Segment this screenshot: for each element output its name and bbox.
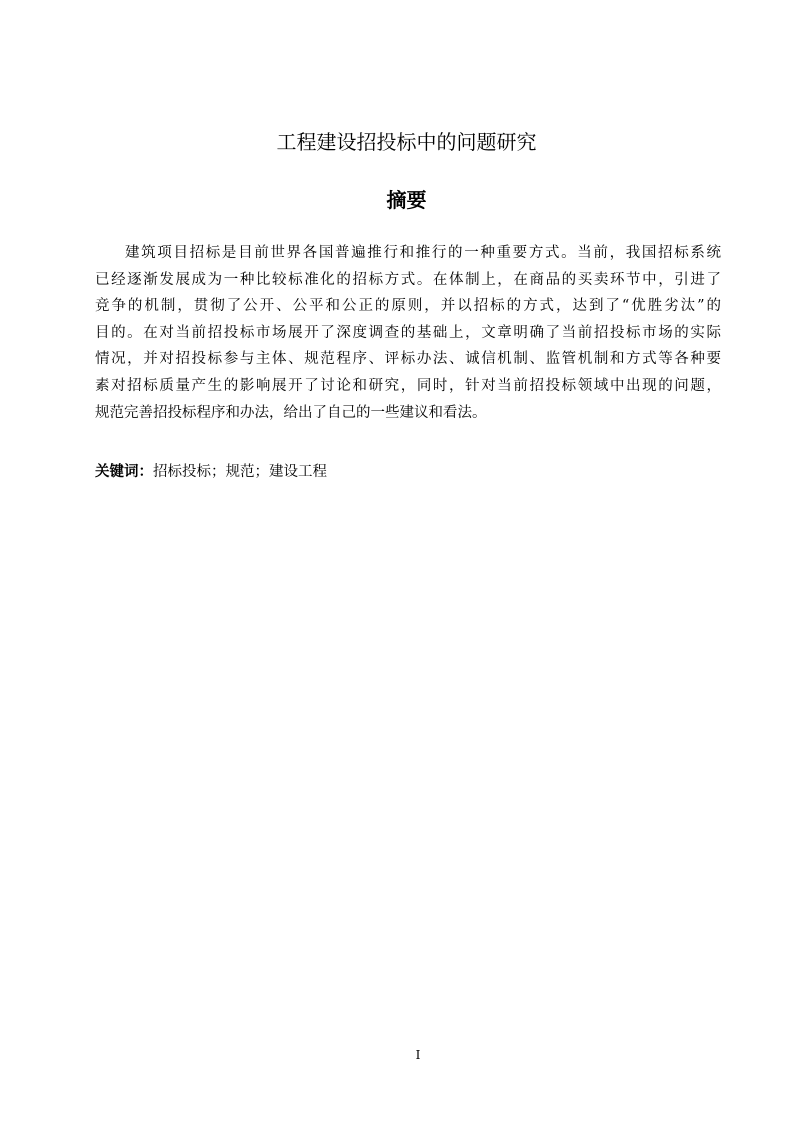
keywords-label: 关键词： [95,463,153,480]
document-title: 工程建设招投标中的问题研究 [276,130,537,154]
abstract-line: 规范完善招投标程序和办法，给出了自己的一些建议和看法。 [95,404,487,421]
abstract-line: 已经逐渐发展成为一种比较标准化的招标方式。在体制上，在商品的买卖环节中，引进了 [95,271,721,288]
abstract-paragraph [95,240,721,426]
keywords-line [95,460,327,484]
keywords-text: 招标投标；规范；建设工程 [153,464,327,480]
abstract-line: 目的。在对当前招投标市场展开了深度调查的基础上，文章明确了当前招投标市场的实际 [95,324,721,341]
abstract-line: 建筑项目招标是目前世界各国普遍推行和推行的一种重要方式。当前，我国招标系统 [125,245,721,261]
abstract-line: 素对招标质量产生的影响展开了讨论和研究，同时，针对当前招投标领域中出现的问题， [95,377,721,394]
abstract-line: 竞争的机制，贯彻了公开、公平和公正的原则，并以招标的方式，达到了“优胜劣汰”的 [95,298,721,315]
page-number: I [415,1048,421,1062]
abstract-line: 情况，并对招投标参与主体、规范程序、评标办法、诚信机制、监管机制和方式等各种要 [95,351,721,368]
abstract-heading: 摘要 [386,188,427,212]
